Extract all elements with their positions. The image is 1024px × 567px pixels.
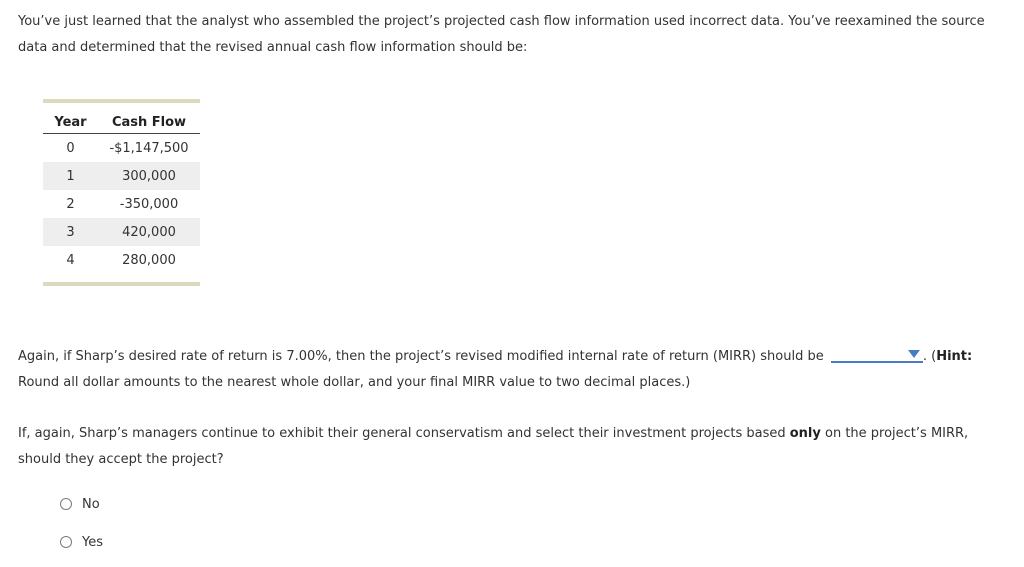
cash-flow-cell: 300,000 bbox=[98, 162, 200, 190]
cash-flow-cell: -350,000 bbox=[119, 196, 179, 212]
table-row bbox=[43, 162, 200, 190]
accept-question-emphasis: only bbox=[789, 426, 821, 441]
mirr-dropdown[interactable] bbox=[831, 347, 923, 363]
hint-label: Hint bbox=[936, 349, 968, 364]
cash-flow-table bbox=[43, 99, 200, 286]
cash-flow-cell: 280,000 bbox=[122, 252, 176, 268]
table-row bbox=[43, 134, 200, 163]
radio-option-yes[interactable] bbox=[60, 534, 103, 550]
dropdown-arrow-icon[interactable] bbox=[908, 350, 920, 358]
accept-question-text-after: on the project’s MIRR, bbox=[820, 426, 969, 441]
radio-option-no[interactable] bbox=[60, 496, 100, 512]
mirr-question-text: Again, if Sharp’s desired rate of return is 7.00%, then the project’s revised modified internal rate of return (MIRR) should be bbox=[18, 349, 824, 364]
accept-question bbox=[18, 421, 1003, 473]
year-header: Year bbox=[43, 111, 98, 134]
year-cell: 1 bbox=[43, 162, 98, 190]
intro-line-2: data and determined that the revised annual cash flow information should be: bbox=[18, 40, 528, 55]
table-row bbox=[43, 218, 200, 246]
table-row bbox=[43, 246, 200, 274]
intro-line-1: You’ve just learned that the analyst who assembled the project’s projected cash flow information used incorrect data. You’ve reexamined the source bbox=[18, 14, 985, 29]
mirr-question bbox=[18, 344, 1003, 396]
hint-text: Round all dollar amounts to the nearest whole dollar, and your final MIRR value to two decimal places.) bbox=[18, 375, 691, 390]
accept-question-line-2: should they accept the project? bbox=[18, 452, 224, 467]
year-cell: 0 bbox=[66, 140, 75, 156]
radio-button-yes[interactable] bbox=[60, 536, 72, 548]
year-cell: 3 bbox=[43, 218, 98, 246]
year-cell: 4 bbox=[66, 252, 75, 268]
hint-open: . ( bbox=[922, 349, 937, 364]
radio-button-no[interactable] bbox=[60, 498, 72, 510]
cash-flow-header: Cash Flow bbox=[98, 111, 200, 134]
radio-label-no[interactable]: No bbox=[82, 496, 100, 512]
hint-colon: : bbox=[967, 349, 973, 364]
intro-paragraph bbox=[18, 9, 1003, 61]
accept-question-text: If, again, Sharp’s managers continue to exhibit their general conservatism and select their investment projects based bbox=[18, 426, 790, 441]
table-header-row bbox=[43, 111, 200, 134]
cash-flow-cell: 420,000 bbox=[98, 218, 200, 246]
table-row bbox=[43, 190, 200, 218]
cash-flow-cell: -$1,147,500 bbox=[109, 140, 189, 156]
radio-label-yes[interactable]: Yes bbox=[82, 534, 103, 550]
year-cell: 2 bbox=[66, 196, 75, 212]
